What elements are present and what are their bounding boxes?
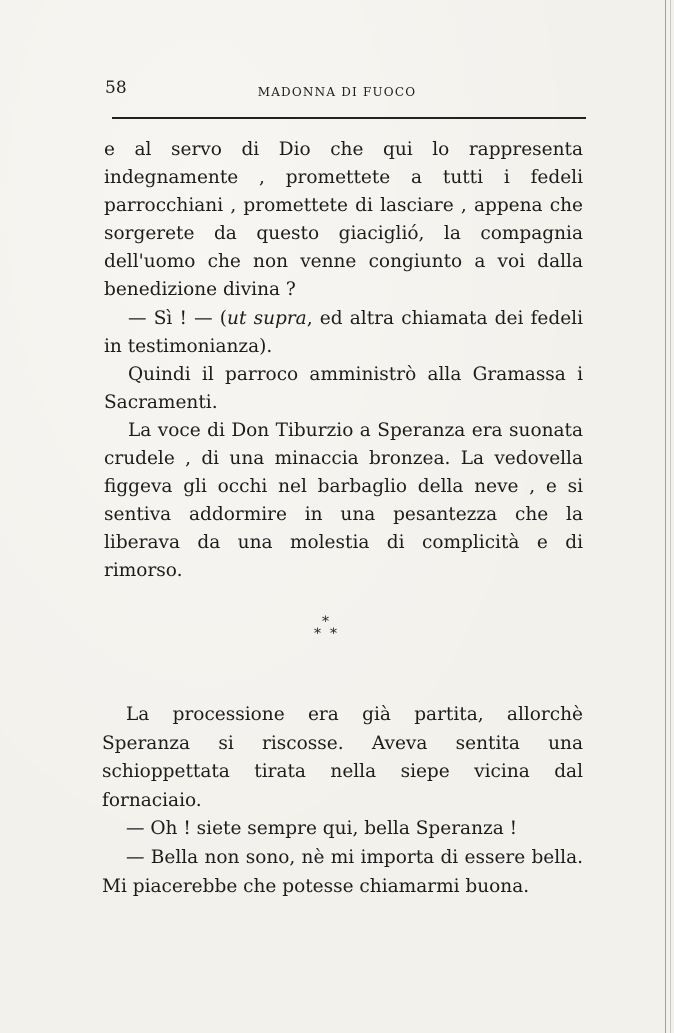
paragraph-2 [104,305,583,361]
asterism-star-left: * [314,626,321,642]
paragraph-7: — Bella non sono, nè mi importa di essere bella. Mi piacerebbe che potesse chiamarmi buona. [102,846,583,897]
paragraph-5: La processione era già partita, allorchè Speranza si riscosse. Aveva sentita una schioppettata tirata nella siepe vicina dal fornaciaio. [102,704,583,811]
header-rule [112,117,586,119]
paragraph-2-start: — Sì ! — ( [128,307,228,329]
paragraph-6: — Oh ! siete sempre qui, bella Speranza ! [126,818,518,840]
paragraph-2-italic: ut supra [227,307,307,329]
page-number: 58 [105,78,127,98]
asterism-star-top: * [322,614,329,630]
paragraph-1: e al servo di Dio che qui lo rappresenta indegnamente , promettete a tutti i fedeli parrocchiani , promettete di lasciare , appena che sorgerete da questo giaciglió, la compagnia dell'uomo che non venne congiunto a voi dalla benedizione divina ? [104,139,583,301]
paragraph-4: La voce di Don Tiburzio a Speranza era suonata crudele , di una minaccia bronzea. La vedovella figgeva gli occhi nel barbaglio della neve , e si sentiva addormire in una pesantezza che la liberava da una molestia di complicità e di rimorso. [104,419,583,582]
text-block-upper [104,136,583,586]
text-block-lower [102,701,583,901]
section-separator-asterism [310,614,350,644]
page-edge-shadow-outer [670,0,671,1033]
page-edge-shadow [665,0,666,1033]
asterism-star-right: * [330,626,337,642]
paragraph-2-end: , ed altra chiamata dei fedeli in testimonianza). [104,307,583,357]
running-title: MADONNA DI FUOCO [257,85,417,99]
paragraph-3: Quindi il parroco amministrò alla Gramassa i Sacramenti. [104,363,583,413]
